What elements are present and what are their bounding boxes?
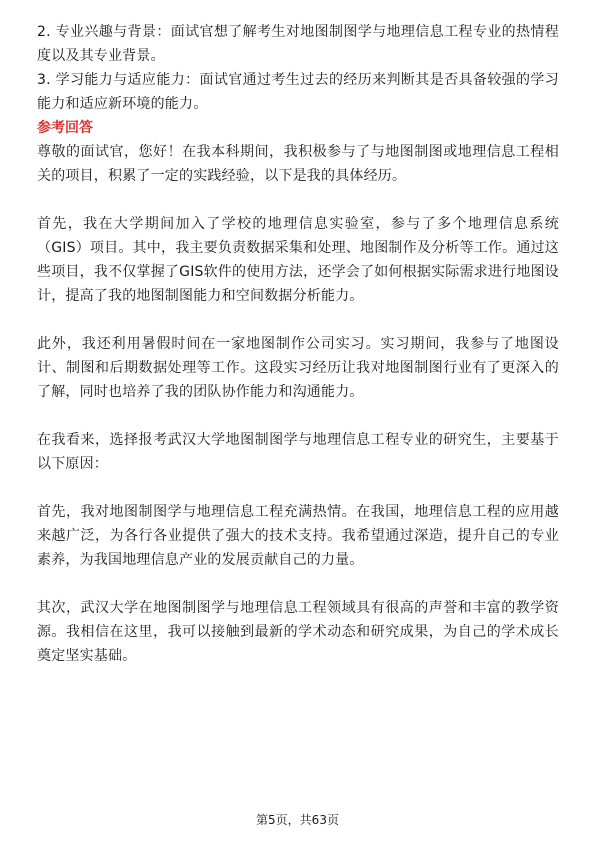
paragraph-gap: [37, 308, 559, 332]
page-content: [37, 20, 559, 668]
paragraph-gap: [37, 476, 559, 500]
paragraph-internship: 此外，我还利用暑假时间在一家地图制作公司实习。实习期间，我参与了地图设计、制图和后期数据处理等工作。这段实习经历让我对地图制图行业有了更深入的了解，同时也培养了我的团队协作能力和沟通能力。: [37, 336, 559, 400]
paragraph-gap: [37, 188, 559, 212]
answer-heading: 参考回答: [37, 120, 93, 136]
paragraph-reason-university: 其次，武汉大学在地图制图学与地理信息工程领域具有很高的声誉和丰富的教学资源。我相信在这里，我可以接触到最新的学术动态和研究成果，为自己的学术成长奠定坚实基础。: [37, 600, 559, 664]
paragraph-gap: [37, 572, 559, 596]
paragraph-greeting: 尊敬的面试官，您好！在我本科期间，我积极参与了与地图制图或地理信息工程相关的项目，积累了一定的实践经验，以下是我的具体经历。: [37, 144, 559, 184]
page-number: 第5页，共63页: [256, 813, 339, 827]
paragraph-reasons-intro: 在我看来，选择报考武汉大学地图制图学与地理信息工程专业的研究生，主要基于以下原因：: [37, 432, 559, 472]
list-item-learning: 3. 学习能力与适应能力：面试官通过考生过去的经历来判断其是否具备较强的学习能力和适应新环境的能力。: [37, 72, 559, 112]
paragraph-gap: [37, 404, 559, 428]
paragraph-reason-passion: 首先，我对地图制图学与地理信息工程充满热情。在我国，地理信息工程的应用越来越广泛，为各行各业提供了强大的技术支持。我希望通过深造，提升自己的专业素养，为我国地理信息产业的发展贡献自己的力量。: [37, 504, 559, 568]
paragraph-lab: 首先，我在大学期间加入了学校的地理信息实验室，参与了多个地理信息系统（GIS）项目。其中，我主要负责数据采集和处理、地图制作及分析等工作。通过这些项目，我不仅掌握了GIS软件的使用方法，还学会了如何根据实际需求进行地图设计，提高了我的地图制图能力和空间数据分析能力。: [37, 216, 559, 304]
list-item-interest: 2. 专业兴趣与背景：面试官想了解考生对地图制图学与地理信息工程专业的热情程度以及其专业背景。: [37, 24, 559, 64]
